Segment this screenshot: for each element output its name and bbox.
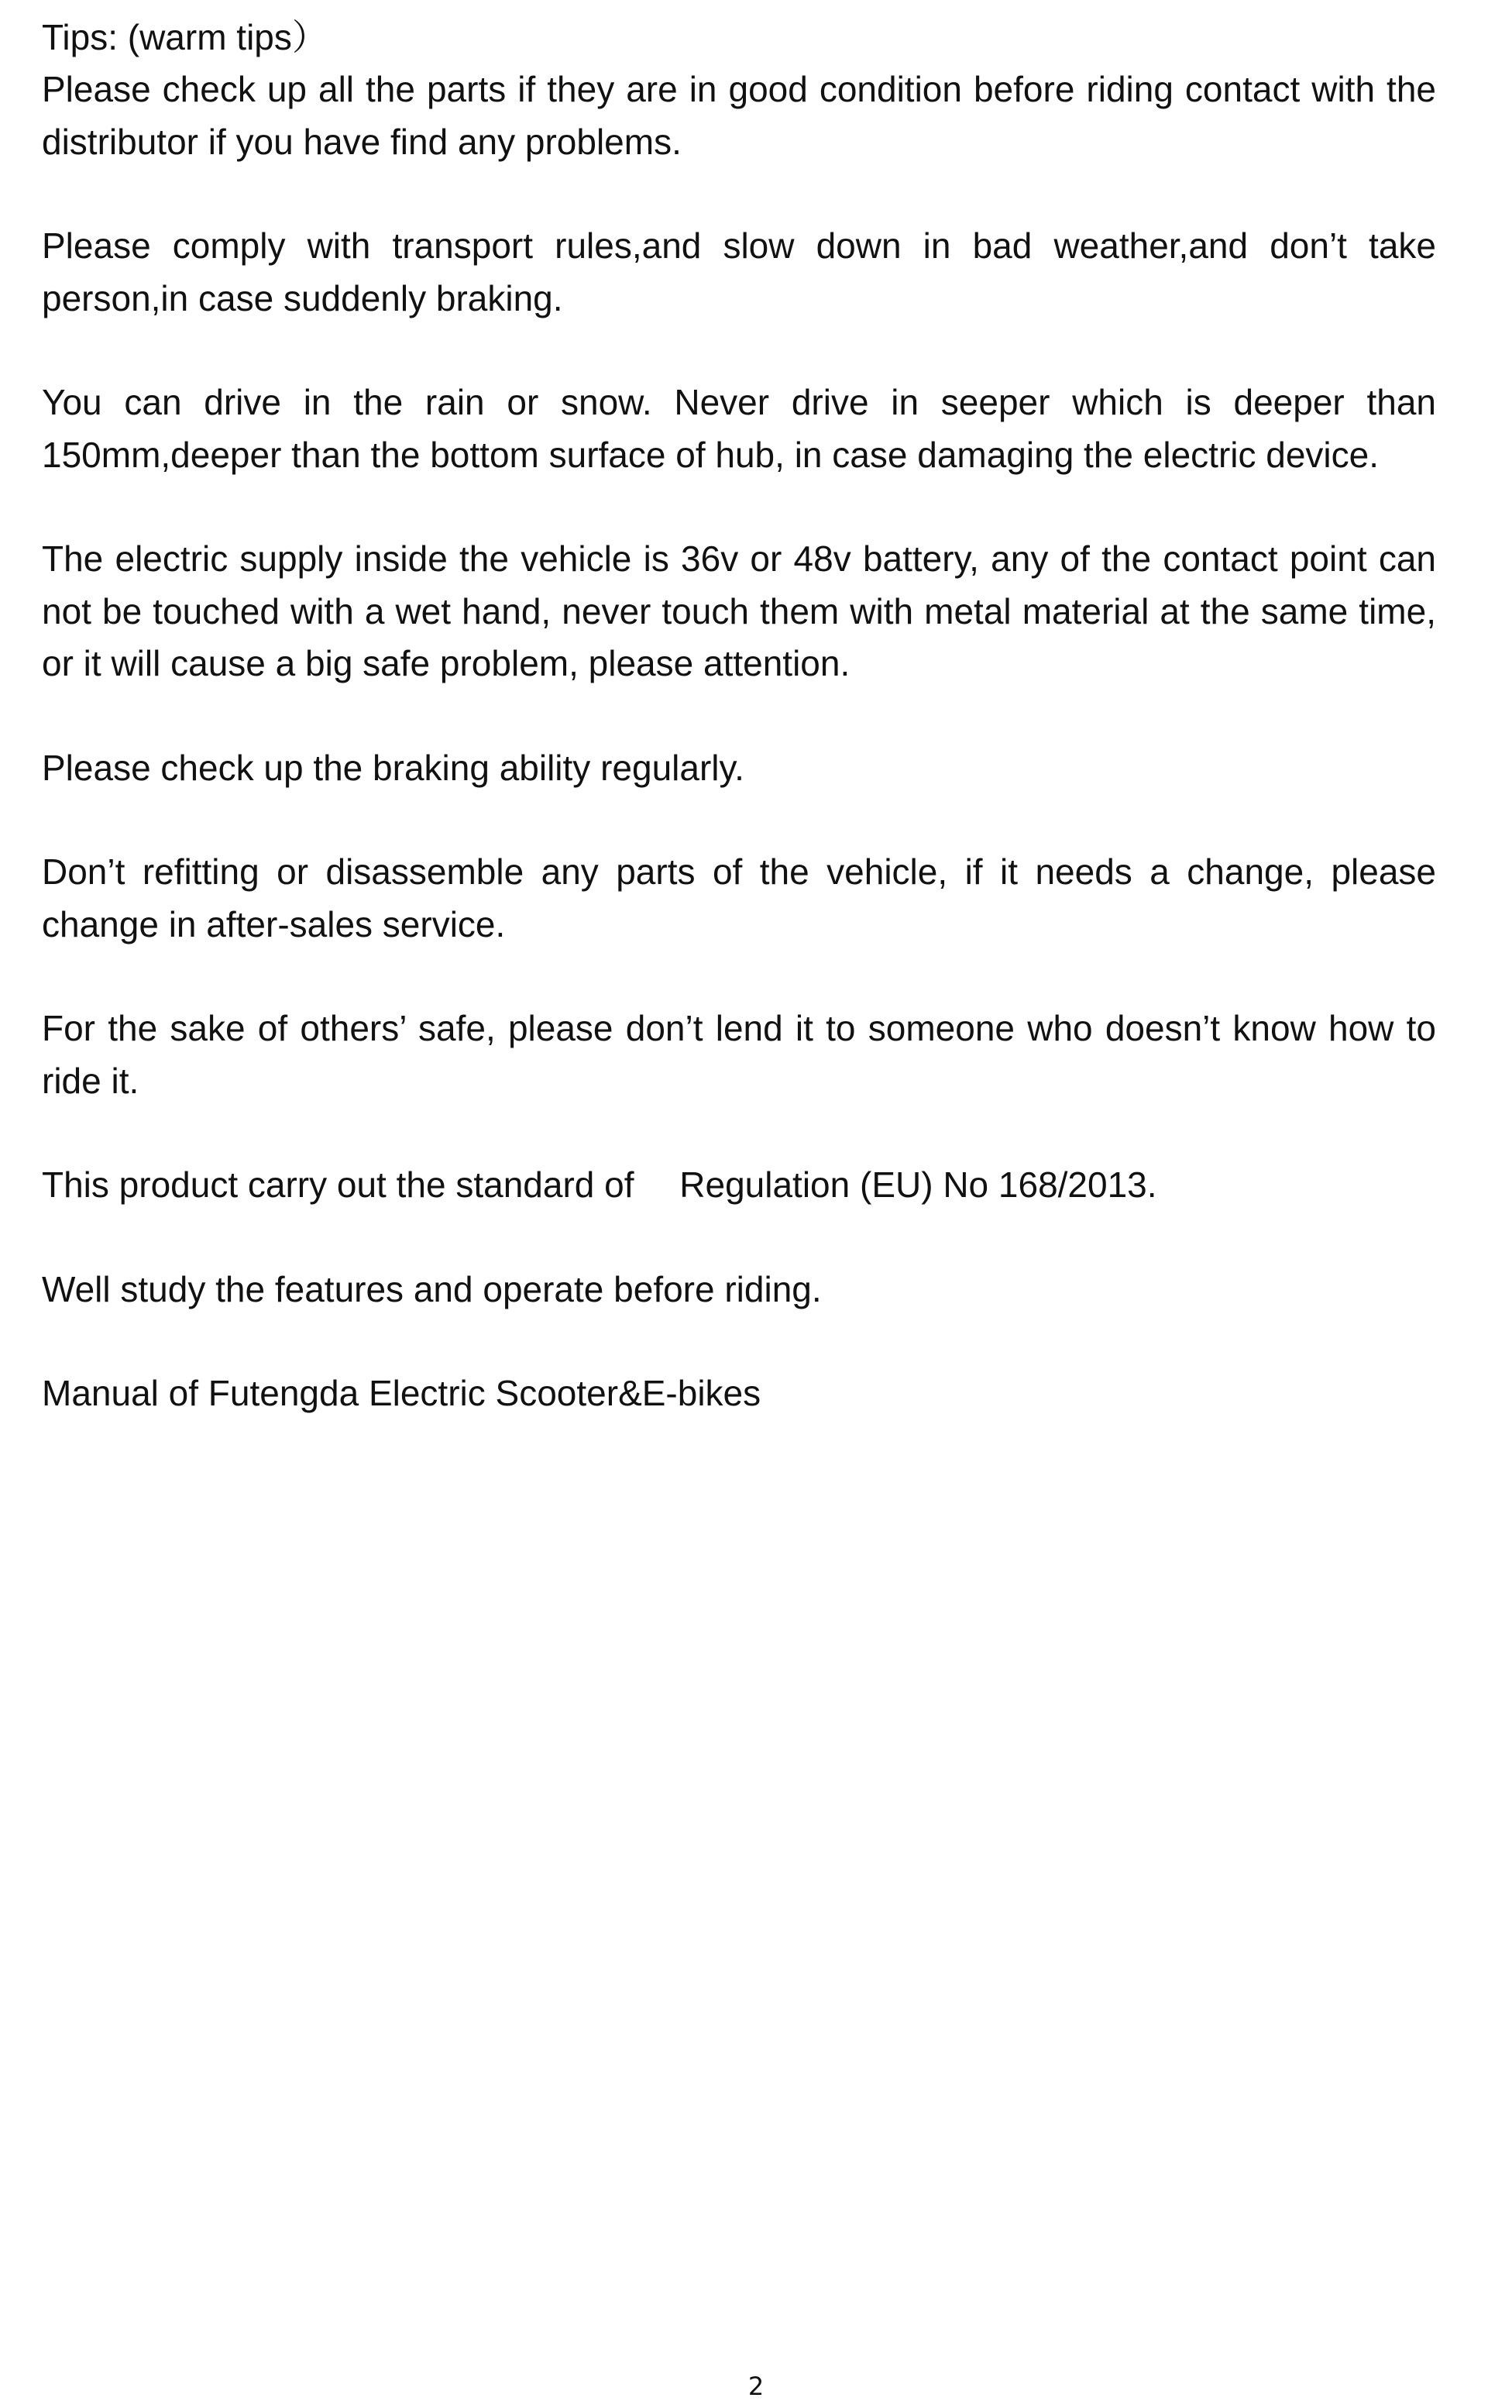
paragraph-braking-check: Please check up the braking ability regularly. <box>42 747 744 788</box>
document-page <box>42 11 1436 1472</box>
paragraph-electric-supply: The electric supply inside the vehicle is 36v or 48v battery, any of the contact point can not be touched with a wet hand, never touch them with metal material at the same time, or it will cause a big safe problem, please attention. <box>42 538 1436 683</box>
paragraph-check-parts: Please check up all the parts if they are in good condition before riding contact with the distributor if you have find any problems. <box>42 69 1436 162</box>
paragraph-manual-title: Manual of Futengda Electric Scooter&E-bikes <box>42 1373 761 1413</box>
tips-heading: Tips: (warm tips） <box>42 17 328 57</box>
paragraph-others-safe: For the sake of others’ safe, please don’t lend it to someone who doesn’t know how to ride it. <box>42 1008 1436 1101</box>
paragraph-no-refitting: Don’t refitting or disassemble any parts of the vehicle, if it needs a change, please change in after-sales service. <box>42 851 1436 944</box>
paragraph-transport-rules: Please comply with transport rules,and slow down in bad weather,and don’t take person,in case suddenly braking. <box>42 225 1436 318</box>
page-number: 2 <box>747 2372 765 2401</box>
paragraph-rain-snow: You can drive in the rain or snow. Never drive in seeper which is deeper than 150mm,deeper than the bottom surface of hub, in case damaging the electric device. <box>42 382 1436 475</box>
paragraph-regulation: This product carry out the standard of Regulation (EU) No 168/2013. <box>42 1164 1157 1205</box>
paragraph-study-features: Well study the features and operate before riding. <box>42 1268 822 1309</box>
